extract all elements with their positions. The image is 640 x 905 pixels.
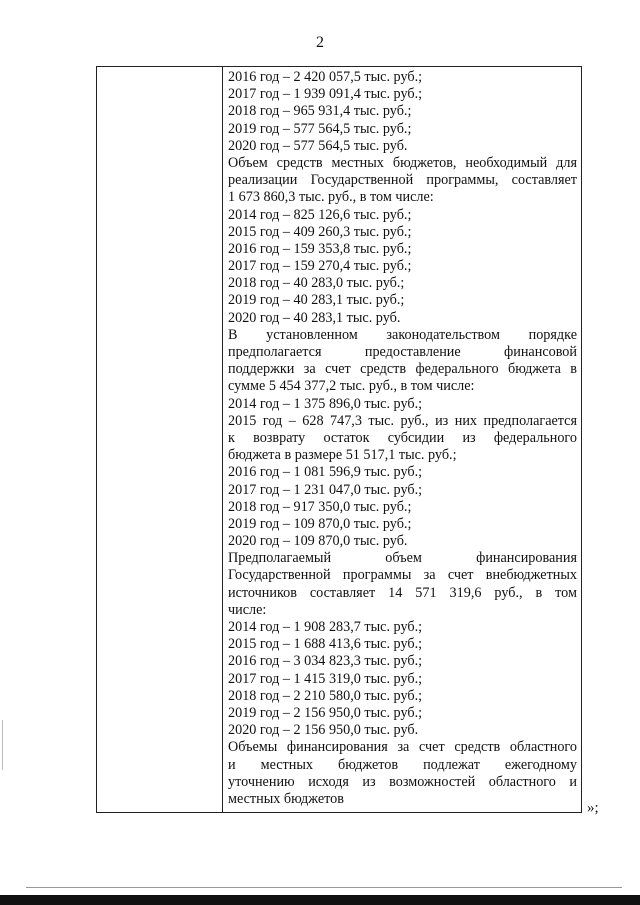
text-line: 2014 год – 1 908 283,7 тыс. руб.; (228, 619, 423, 635)
text-line: 2018 год – 965 931,4 тыс. руб.; (228, 103, 412, 120)
text-line: 2017 год – 1 415 319,0 тыс. руб.; (228, 670, 423, 687)
text-line: 2015 год – 1 688 413,6 тыс. руб.; (228, 636, 423, 653)
text-line: 2018 год – 917 350,0 тыс. руб.; (228, 498, 412, 515)
text-line: и местных бюджетов подлежат ежегодному (228, 756, 577, 773)
text-line: 2017 год – 1 231 047,0 тыс. руб.; (228, 481, 423, 498)
text-line: 2019 год – 40 283,1 тыс. руб.; (228, 292, 405, 309)
text-line: В установленном законодательством порядке (228, 326, 577, 343)
text-line: бюджета в размере 51 517,1 тыс. руб.; (228, 447, 457, 464)
text-line: к возврату остаток субсидии из федерального (228, 429, 577, 446)
text-line: 2019 год – 2 156 950,0 тыс. руб.; (228, 704, 423, 721)
text-line: 2019 год – 109 870,0 тыс. руб.; (228, 515, 412, 532)
text-line: 2015 год – 409 260,3 тыс. руб.; (228, 223, 412, 240)
text-line: 2015 год – 628 747,3 тыс. руб., из них предполагается (228, 412, 577, 429)
text-line: 2016 год – 1 081 596,9 тыс. руб.; (228, 464, 423, 481)
text-line: 2014 год – 825 126,6 тыс. руб.; (228, 206, 412, 223)
closing-quote-mark: »; (587, 800, 599, 816)
text-line: 2020 год – 2 156 950,0 тыс. руб. (228, 722, 419, 739)
text-line: 2018 год – 40 283,0 тыс. руб.; (228, 275, 405, 292)
scan-artifact (2, 720, 3, 770)
text-line: поддержки за счет средств федерального бюджета в (228, 361, 577, 378)
page-number: 2 (316, 34, 324, 51)
text-line: Объем средств местных бюджетов, необходимый для (228, 154, 577, 171)
text-line: 2016 год – 2 420 057,5 тыс. руб.; (228, 69, 423, 85)
financing-table (96, 66, 582, 813)
table-right-column (222, 67, 581, 812)
text-line: Объемы финансирования за счет средств областного (228, 739, 577, 756)
text-line: реализации Государственной программы, составляет (228, 172, 577, 189)
text-line: 2020 год – 577 564,5 тыс. руб. (228, 137, 408, 154)
text-line: числе: (228, 601, 267, 618)
text-line: 2016 год – 3 034 823,3 тыс. руб.; (228, 653, 423, 670)
table-left-column (97, 67, 223, 812)
text-line: уточнению исходя из возможностей областного и (228, 773, 577, 790)
text-line: Государственной программы за счет внебюджетных (228, 567, 577, 584)
scan-edge-bar (0, 895, 640, 905)
text-line: 2016 год – 159 353,8 тыс. руб.; (228, 240, 412, 257)
text-line: 2020 год – 40 283,1 тыс. руб. (228, 309, 401, 326)
text-line: сумме 5 454 377,2 тыс. руб., в том числе: (228, 378, 475, 395)
text-line: Предполагаемый объем финансирования (228, 550, 577, 567)
text-line: источников составляет 14 571 319,6 руб., в том (228, 584, 577, 601)
text-line: 2020 год – 109 870,0 тыс. руб. (228, 533, 408, 550)
text-line: 2018 год – 2 210 580,0 тыс. руб.; (228, 687, 423, 704)
text-line: предполагается предоставление финансовой (228, 344, 577, 360)
text-line: местных бюджетов (228, 790, 344, 807)
text-line: 2019 год – 577 564,5 тыс. руб.; (228, 120, 412, 137)
text-line: 1 673 860,3 тыс. руб., в том числе: (228, 189, 434, 206)
text-line: 2017 год – 159 270,4 тыс. руб.; (228, 258, 412, 275)
scan-artifact (26, 887, 622, 888)
text-line: 2017 год – 1 939 091,4 тыс. руб.; (228, 86, 423, 103)
text-line: 2014 год – 1 375 896,0 тыс. руб.; (228, 395, 423, 412)
